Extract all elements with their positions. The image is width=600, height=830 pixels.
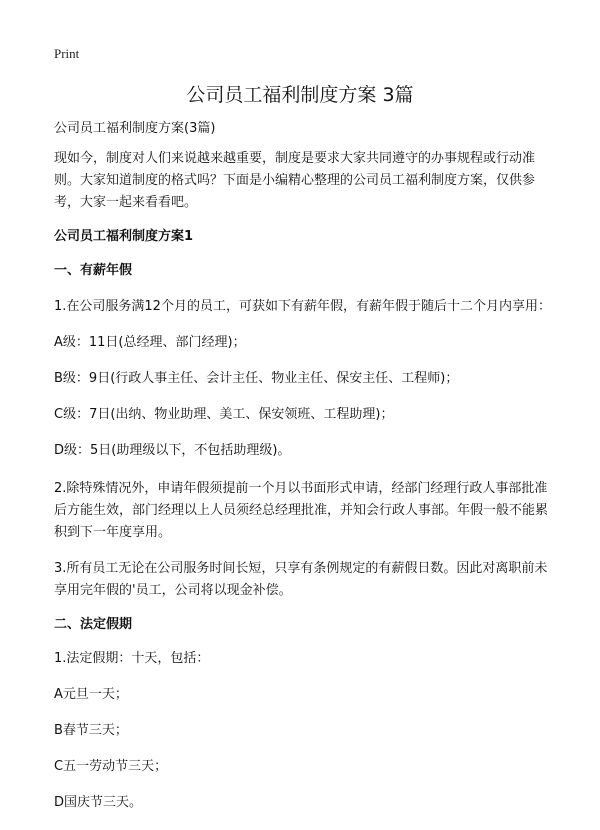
holiday-spring-festival: B春节三天； <box>54 723 128 738</box>
paid-leave-level-a: A级：11日(总经理、部门经理)； <box>54 335 246 350</box>
section-heading-statutory-holidays: 二、法定假期 <box>54 617 133 632</box>
plan-heading: 公司员工福利制度方案1 <box>54 229 194 244</box>
holiday-national-day: D国庆节三天。 <box>54 795 143 810</box>
intro-paragraph: 现如今，制度对人们来说越来越重要，制度是要求大家共同遵守的办事规程或行动准则。大家知道制度的格式吗？下面是小编精心整理的公司员工福利制度方案，仅供参考，大家一起来看看吧。 <box>54 151 536 210</box>
paid-leave-level-d: D级：5日(助理级以下，不包括助理级)。 <box>54 443 291 458</box>
document-body <box>54 120 554 830</box>
page-title: 公司员工福利制度方案 3篇 <box>186 84 414 106</box>
holiday-labor-day: C五一劳动节三天； <box>54 759 168 774</box>
document-subtitle: 公司员工福利制度方案(3篇) <box>54 121 216 136</box>
paid-leave-level-c: C级：7日(出纳、物业助理、美工、保安领班、工程助理)； <box>54 407 394 422</box>
paid-leave-rule-3: 3.所有员工无论在公司服务时间长短，只享有条例规定的有薪假日数。因此对离职前未享用完年假的'员工，公司将以现金补偿。 <box>54 561 548 598</box>
paid-leave-rule-1: 1.在公司服务满12个月的员工，可获如下有薪年假，有薪年假于随后十二个月内享用： <box>54 299 551 314</box>
section-heading-paid-leave: 一、有薪年假 <box>54 263 133 278</box>
holiday-new-year: A元旦一天； <box>54 687 128 702</box>
print-link[interactable]: Print <box>54 46 80 61</box>
statutory-holidays-rule-1: 1.法定假期：十天，包括： <box>54 651 210 666</box>
paid-leave-level-b: B级：9日(行政人事主任、会计主任、物业主任、保安主任、工程师)； <box>54 371 459 386</box>
paid-leave-rule-2: 2.除特殊情况外，申请年假须提前一个月以书面形式申请，经部门经理行政人事部批准后方能生效，部门经理以上人员须经总经理批准，并知会行政人事部。年假一般不能累积到下一年度享用。 <box>54 481 549 540</box>
